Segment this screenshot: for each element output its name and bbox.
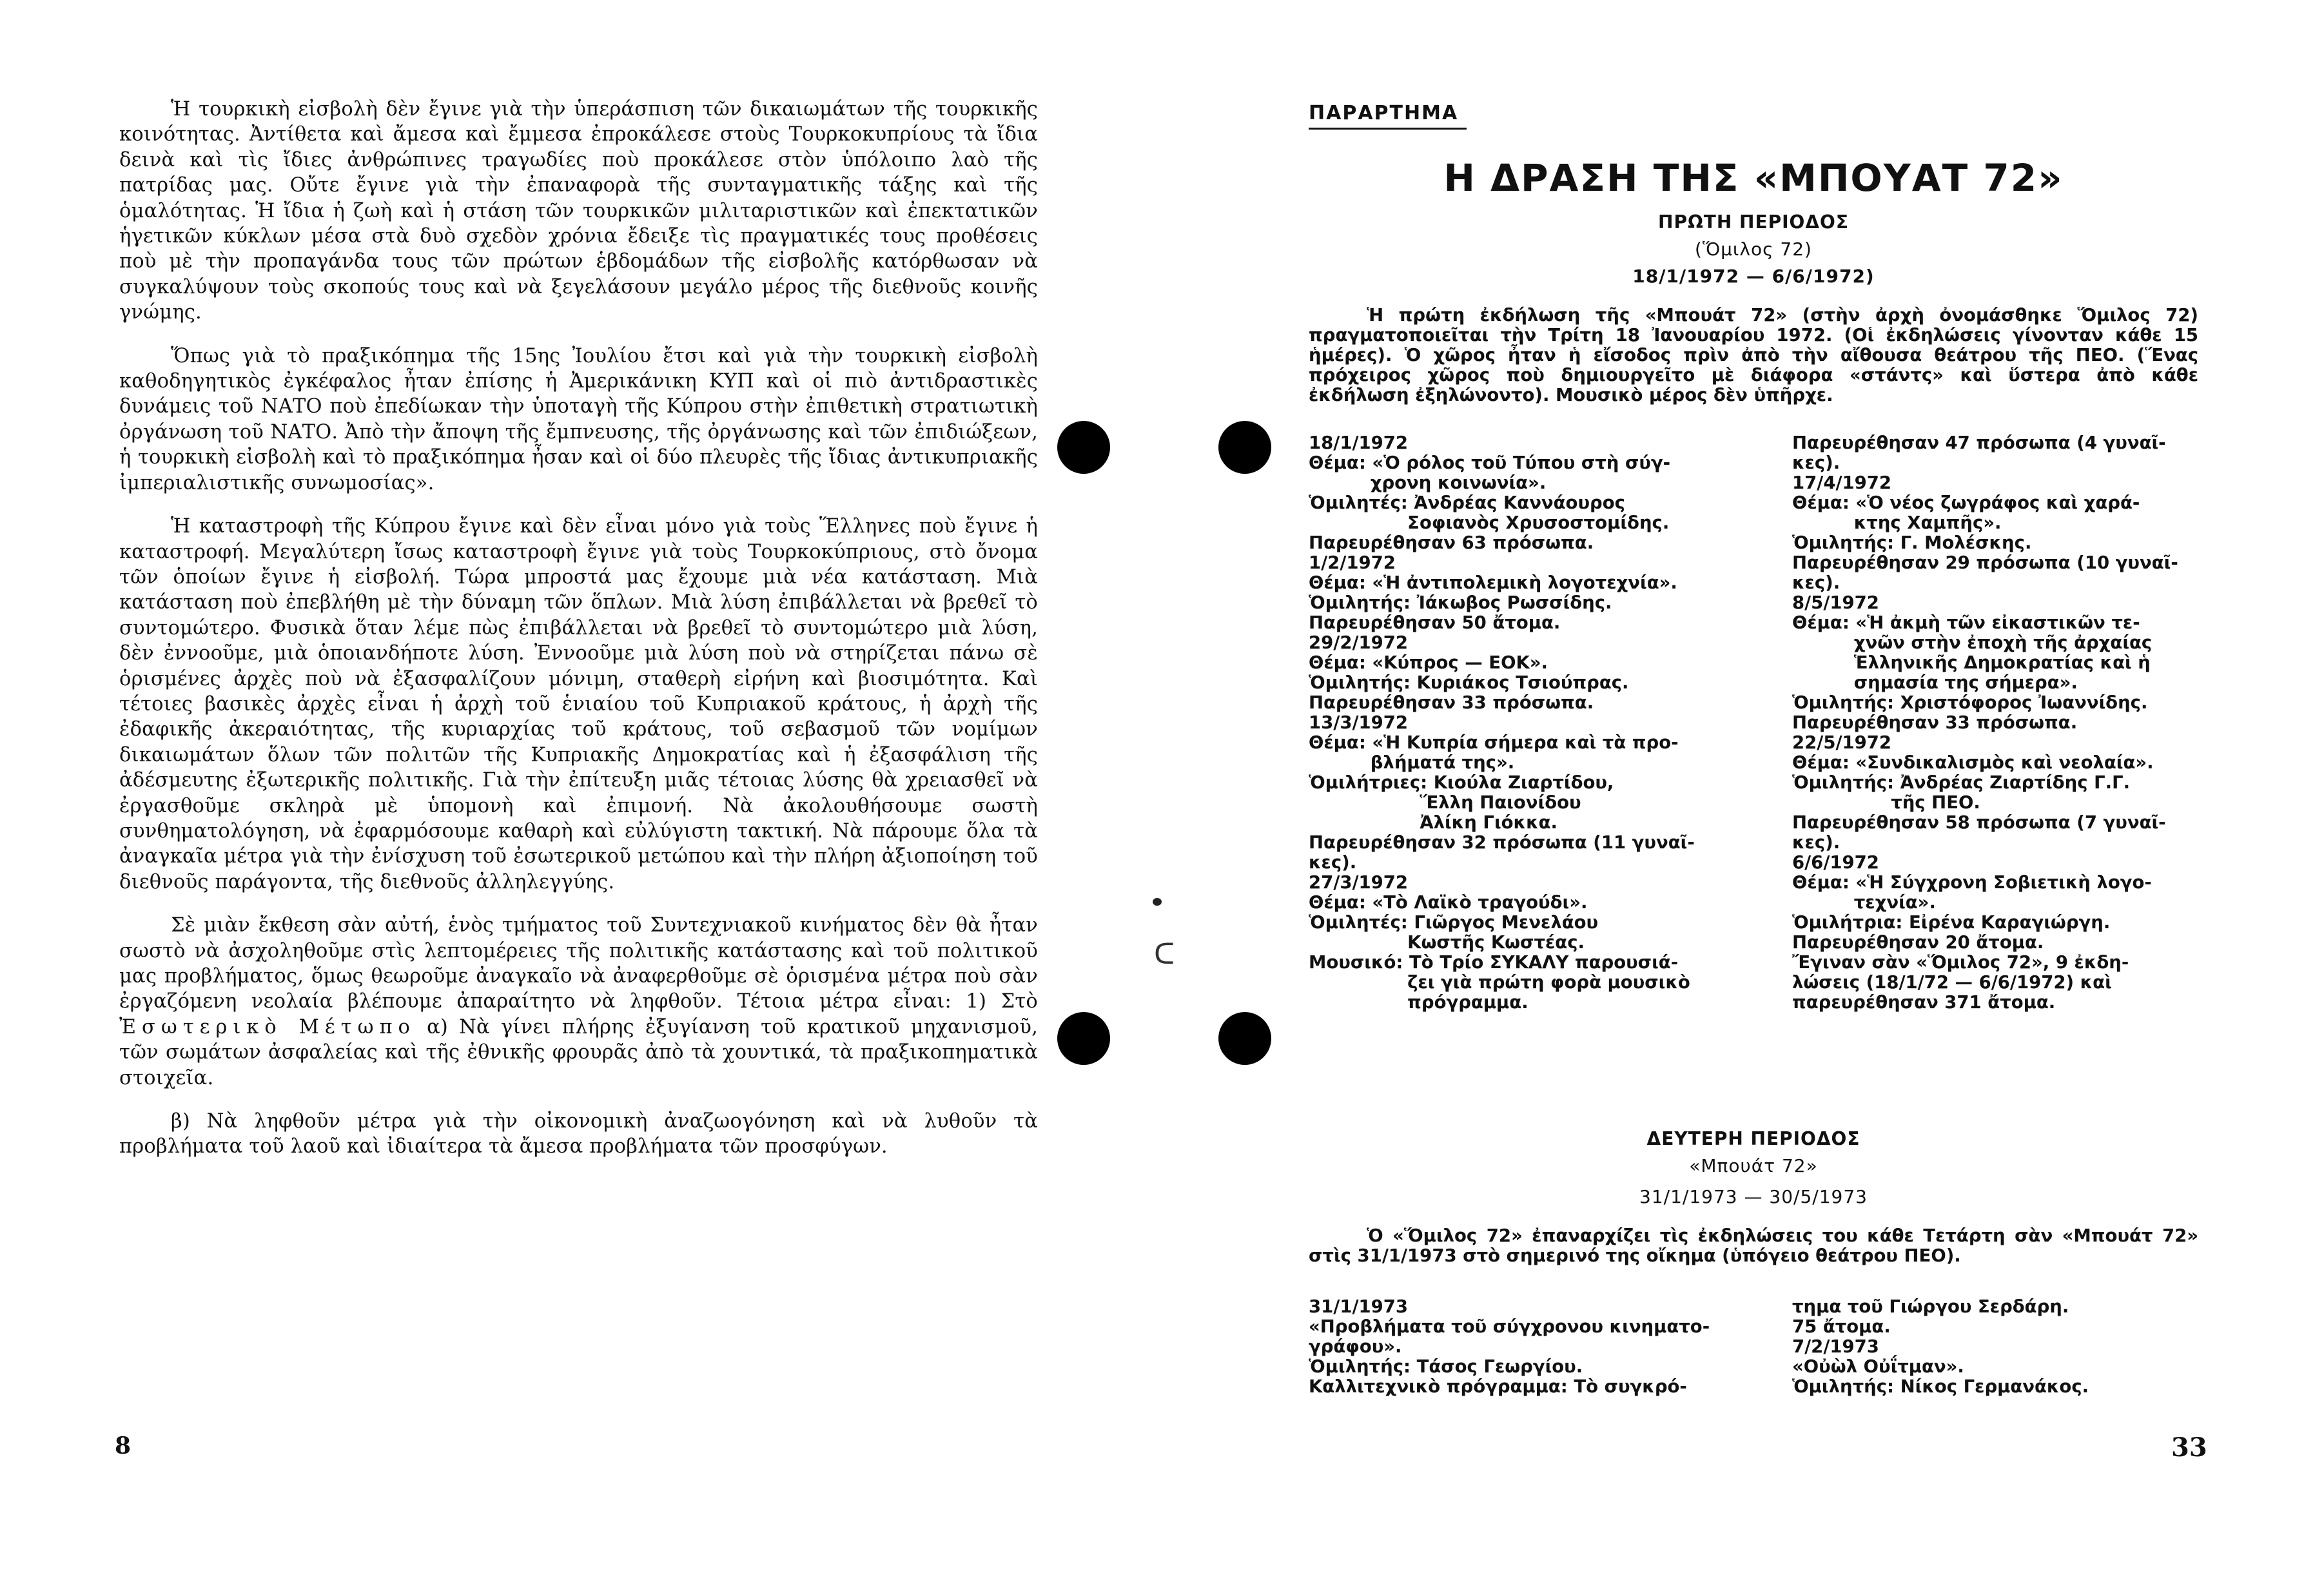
event-line: 27/3/1972 — [1309, 872, 1409, 893]
event-line: «Οὐὼλ Οὐΐτμαν». — [1792, 1356, 1964, 1377]
event-line: Θέμα: «Συνδικαλισμὸς καὶ νεολαία». — [1792, 752, 2154, 773]
event-line: Ὁμιλητές: Γιῶργος Μενελάου — [1309, 912, 1599, 933]
binder-hole-left-bottom — [1057, 1012, 1110, 1065]
paragraph-4-text-end: α) Νὰ γίνει πλήρης ἐξυγίανση τοῦ κρατικοῦ μηχανισμοῦ, τῶν σωμάτων ἀσφαλείας καὶ τῆς ἐθνικῆς φρουρᾶς ἀπὸ τὰ χουντικά, τὰ πραξικοπηματικὰ στοιχεῖα. — [119, 1015, 1038, 1089]
event-line: Παρευρέθησαν 33 πρόσωπα. — [1792, 712, 2078, 733]
binder-hole-left-top — [1057, 421, 1110, 474]
event-line: Θέμα: «Ἡ ἀντιπολεμικὴ λογοτεχνία». — [1309, 572, 1677, 593]
event-line: λώσεις (18/1/72 — 6/6/1972) καὶ — [1792, 972, 2112, 993]
period-1-dates: 18/1/1972 — 6/6/1972) — [1632, 266, 1875, 287]
period-2-dates: 31/1/1973 — 30/5/1973 — [1639, 1186, 1868, 1207]
scan-mark: ᑕ — [1154, 938, 1175, 971]
event-line: τημα τοῦ Γιώργου Σερδάρη. — [1792, 1296, 2069, 1317]
event-line: ζει γιὰ πρώτη φορὰ μουσικὸ — [1309, 972, 1690, 993]
period-1-heading: ΠΡΩΤΗ ΠΕΡΙΟΔΟΣ — [1658, 211, 1849, 233]
event-line: κες). — [1309, 852, 1357, 873]
event-line: 8/5/1972 — [1792, 592, 1879, 613]
binder-hole-right-top — [1218, 421, 1271, 474]
paragraph-2: Ὅπως γιὰ τὸ πραξικόπημα τῆς 15ης Ἰουλίου ἔτσι καὶ γιὰ τὴν τουρκικὴ εἰσβολὴ καθοδηγητικὸς ἐγκέφαλος ἦταν ἐπίσης ἡ Ἀμερικάνικη ΚΥΠ καὶ οἱ πιὸ ἀντιδραστικὲς δυνάμεις τοῦ ΝΑΤΟ ποὺ ἐπεδίωκαν τὴν ὑποταγὴ τῆς Κύπρου στὴν ἐπιθετικὴ στρατιωτικὴ ὀργάνωση τοῦ ΝΑΤΟ. Ἀπὸ τὴν ἄποψη τῆς ἔμπνευσης, τῆς ὀργάνωσης καὶ τῶν ἐπιδιώξεων, ἡ τουρκικὴ εἰσβολὴ καὶ τὸ πραξικόπημα ἦσαν καὶ οἱ δύο πλευρὲς τῆς ἴδιας ἀντικυπριακῆς ἰμπεριαλιστικῆς συνωμοσίας». — [119, 344, 1038, 494]
page-title: Η ΔΡΑΣΗ ΤΗΣ «ΜΠΟΥΑΤ 72» — [1443, 156, 2064, 200]
event-line: χνῶν στὴν ἐποχὴ τῆς ἀρχαίας — [1792, 632, 2153, 653]
event-line: Ὁμιλήτρια: Εἰρένα Καραγιώργη. — [1792, 912, 2111, 933]
event-line: χρονη κοινωνία». — [1309, 473, 1547, 493]
left-page-text — [119, 97, 1038, 1178]
event-line: 31/1/1973 — [1309, 1296, 1409, 1317]
event-line: 1/2/1972 — [1309, 552, 1396, 573]
paragraph-4-spaced-term: Ἐσωτερικὸ Μέτωπο — [119, 1015, 416, 1038]
event-line: 18/1/1972 — [1309, 433, 1409, 453]
event-line: Κωστῆς Κωστέας. — [1309, 932, 1585, 953]
scan-speck — [1153, 898, 1162, 906]
period-2-heading: ΔΕΥΤΕΡΗ ΠΕΡΙΟΔΟΣ — [1646, 1128, 1860, 1149]
event-line: Ὁμιλητής: Νίκος Γερμανάκος. — [1792, 1376, 2089, 1397]
event-line: Θέμα: «Ὁ ρόλος τοῦ Τύπου στὴ σύγ- — [1309, 453, 1671, 473]
period-2-events-left-column — [1309, 1297, 1760, 1397]
event-line: Καλλιτεχνικὸ πρόγραμμα: Τὸ συγκρό- — [1309, 1376, 1687, 1397]
event-line: κες). — [1792, 832, 1841, 853]
right-page-number: 33 — [2171, 1432, 2207, 1463]
paragraph-4 — [119, 913, 1038, 1091]
event-line: τεχνία». — [1792, 892, 1936, 913]
period-1-intro: Ἡ πρώτη ἐκδήλωση τῆς «Μπουάτ 72» (στὴν ἀρχὴ ὀνομάσθηκε Ὅμιλος 72) πραγματοποιεῖται τὴν Τρίτη 18 Ἰανουαρίου 1972. (Οἱ ἐκδηλώσεις γίνονταν κάθε 15 ἡμέρες). Ὁ χῶρος ἦταν ἡ εἴσοδος πρὶν ἀπὸ τὴν αἴθουσα θεάτρου τῆς ΠΕΟ. (Ἕνας πρόχειρος χῶρος ποὺ δημιουργεῖτο μὲ διάφορα «στάντς» καὶ ὕστερα ἀπὸ κάθε ἐκδήλωση ἐξηλώνοντο). Μουσικὸ μέρος δὲν ὑπῆρχε. — [1309, 305, 2198, 405]
event-line: Θέμα: «Τὸ Λαϊκὸ τραγούδι». — [1309, 892, 1588, 913]
period-1-events-left-column — [1309, 433, 1747, 1013]
event-line: κες). — [1792, 453, 1841, 473]
event-line: σημασία της σήμερα». — [1792, 672, 2078, 693]
event-line: Παρευρέθησαν 29 πρόσωπα (10 γυναῖ- — [1792, 552, 2178, 573]
event-line: Ἔγιναν σὰν «Ὅμιλος 72», 9 ἐκδη- — [1792, 952, 2129, 973]
event-line: Μουσικό: Τὸ Τρίο ΣΥΚΑΛΥ παρουσιά- — [1309, 952, 1679, 973]
event-line: Παρευρέθησαν 20 ἄτομα. — [1792, 932, 2044, 953]
event-line: Ἑλληνικῆς Δημοκρατίας καὶ ἡ — [1792, 652, 2151, 673]
event-line: πρόγραμμα. — [1309, 992, 1528, 1013]
event-line: 75 ἄτομα. — [1792, 1316, 1891, 1337]
event-line: Παρευρέθησαν 47 πρόσωπα (4 γυναῖ- — [1792, 433, 2166, 453]
paragraph-1: Ἡ τουρκικὴ εἰσβολὴ δὲν ἔγινε γιὰ τὴν ὑπεράσπιση τῶν δικαιωμάτων τῆς τουρκικῆς κοινότητας. Ἀντίθετα καὶ ἄμεσα καὶ ἔμμεσα ἐπροκάλεσε στοὺς Τουρκοκυπρίους τὰ ἴδια δεινὰ καὶ τὶς ἴδιες ἀνθρώπινες τραγωδίες ποὺ προκάλεσε στὸν ὑπόλοιπο λαὸ τῆς πατρίδας μας. Οὔτε ἔγινε γιὰ τὴν ἐπαναφορὰ τῆς συνταγματικῆς τάξης καὶ τῆς ὁμαλότητας. Ἡ ἴδια ἡ ζωὴ καὶ ἡ στάση τῶν τουρκικῶν μιλιταριστικῶν καὶ ἐπεκτατικῶν ἡγετικῶν κύκλων μέσα στὰ δυὸ σχεδὸν χρόνια ἔδειξε τὶς πραγματικές τους προθέσεις ποὺ μὲ τὴν προπαγάνδα τους τῶν πρώτων ἑβδομάδων τῆς εἰσβολῆς κατόρθωσαν νὰ συγκαλύψουν τοὺς σκοπούς τους καὶ νὰ ξεγελάσουν μεγάλο μέρος τῆς διεθνοῦς κοινῆς γνώμης. — [119, 98, 1038, 324]
event-line: Ὁμιλητής: Ἀνδρέας Ζιαρτίδης Γ.Γ. — [1792, 772, 2131, 793]
period-1-subtitle: (Ὅμιλος 72) — [1695, 239, 1812, 260]
event-line: Θέμα: «Ἡ Σύγχρονη Σοβιετικὴ λογο- — [1792, 872, 2152, 893]
paragraph-5: β) Νὰ ληφθοῦν μέτρα γιὰ τὴν οἰκονομικὴ ἀναζωογόνηση καὶ νὰ λυθοῦν τὰ προβλήματα τοῦ λαοῦ καὶ ἰδιαίτερα τὰ ἄμεσα προβλήματα τῶν προσφύγων. — [119, 1110, 1038, 1158]
appendix-label: ΠΑΡΑΡΤΗΜΑ — [1309, 102, 1459, 124]
period-2-intro: Ὁ «Ὅμιλος 72» ἐπαναρχίζει τὶς ἐκδηλώσεις του κάθε Τετάρτη σὰν «Μπουάτ 72» στὶς 31/1/1973 στὸ σημερινό της οἴκημα (ὑπόγειο θεάτρου ΠΕΟ). — [1309, 1225, 2198, 1266]
event-line: Σοφιανὸς Χρυσοστομίδης. — [1309, 512, 1670, 533]
period-1-events-right-column — [1792, 433, 2205, 1013]
event-line: Ὁμιλητής: Τάσος Γεωργίου. — [1309, 1356, 1583, 1377]
event-line: τῆς ΠΕΟ. — [1792, 792, 1980, 813]
event-line: κτης Χαμπῆς». — [1792, 512, 2002, 533]
event-line: Παρευρέθησαν 58 πρόσωπα (7 γυναῖ- — [1792, 812, 2166, 833]
paragraph-4-text-start: Σὲ μιὰν ἔκθεση σὰν αὐτή, ἑνὸς τμήματος τοῦ Συντεχνιακοῦ κινήματος δὲν θὰ ἦταν σωστὸ νὰ ἀσχοληθοῦμε στὶς λεπτομέρειες τῆς πολιτικῆς κατάστασης καὶ τοῦ πολιτικοῦ μας προβλήματος, ὅμως θεωροῦμε ἀναγκαῖο νὰ ἀναφερθοῦμε σὲ ὁρισμένα μέτρα ποὺ σὰν ἐργαζόμενη νεολαία βλέπουμε ἀπαραίτητο νὰ ληφθοῦν. Τέτοια μέτρα εἶναι: 1) Στὸ — [119, 914, 1038, 1013]
event-line: «Προβλήματα τοῦ σύγχρονου κινηματο- — [1309, 1316, 1710, 1337]
event-line: 13/3/1972 — [1309, 712, 1409, 733]
event-line: 29/2/1972 — [1309, 632, 1409, 653]
appendix-underline — [1309, 128, 1467, 130]
event-line: 7/2/1973 — [1792, 1336, 1879, 1357]
event-line: Παρευρέθησαν 50 ἄτομα. — [1309, 612, 1561, 633]
event-line: Ἀλίκη Γιόκκα. — [1309, 812, 1557, 833]
event-line: Θέμα: «Κύπρος — ΕΟΚ». — [1309, 652, 1548, 673]
event-line: 22/5/1972 — [1792, 732, 1892, 753]
paragraph-3: Ἡ καταστροφὴ τῆς Κύπρου ἔγινε καὶ δὲν εἶναι μόνο γιὰ τοὺς Ἕλληνες ποὺ ἔγινε ἡ καταστροφή. Μεγαλύτερη ἴσως καταστροφὴ ἔγινε γιὰ τοὺς Τουρκοκύπριους, στὸ ὄνομα τῶν ὁποίων ἔγινε ἡ εἰσβολή. Τώρα μπροστά μας ἔχουμε μιὰ νέα κατάσταση. Μιὰ κατάσταση ποὺ ἐπεβλήθη μὲ τὴν δύναμη τῶν ὅπλων. Μιὰ λύση ἐπιβάλλεται νὰ βρεθεῖ τὸ συντομώτερο. Φυσικὰ ὅταν λέμε πὼς ἐπιβάλλεται νὰ βρεθεῖ τὸ συντομώτερο μιὰ λύση, δὲν ἐννοοῦμε, μιὰ ὁποιανδήποτε λύση. Ἐννοοῦμε μιὰ λύση ποὺ νὰ στηρίζεται πάνω σὲ ὁρισμένες ἀρχὲς ποὺ νὰ ἐξασφαλίζουν μόνιμη, σταθερὴ εἰρήνη καὶ βιοσιμότητα. Καὶ τέτοιες βασικὲς ἀρχὲς εἶναι ἡ ἀρχὴ τοῦ ἑνιαίου τοῦ Κυπριακοῦ κράτους, ἡ ἀρχὴ τῆς ἐδαφικῆς ἀκεραιότητας, τῆς κυριαρχίας τοῦ κράτους, τοῦ σεβασμοῦ τῶν νομίμων δικαιωμάτων ὅλων τῶν πολιτῶν τῆς Κυπριακῆς Δημοκρατίας καὶ ἡ ἐξασφάλιση τῆς ἀδέσμευτης ἐξωτερικῆς πολιτικῆς. Γιὰ τὴν ἐπίτευξη μιᾶς τέτοιας λύσης θὰ χρειασθεῖ νὰ ἐργασθοῦμε σκληρὰ μὲ ὑπομονὴ καὶ ἐπιμονή. Νὰ ἀκολουθήσουμε σωστὴ συνθηματολόγηση, νὰ ἐφαρμόσουμε καθαρὴ καὶ εὐλύγιστη τακτική. Νὰ πάρουμε ὅλα τὰ ἀναγκαῖα μέτρα γιὰ τὴν ἐνίσχυση τοῦ ἐσωτερικοῦ μετώπου καὶ τὴν πλήρη ἀξιοποίηση τοῦ διεθνοῦς παράγοντα, τῆς διεθνοῦς ἀλληλεγγύης. — [119, 515, 1038, 893]
event-line: 6/6/1972 — [1792, 852, 1879, 873]
event-line: Θέμα: «Ἡ ἀκμὴ τῶν εἰκαστικῶν τε- — [1792, 612, 2140, 633]
event-line: Ὁμιλητής: Χριστόφορος Ἰωαννίδης. — [1792, 692, 2148, 713]
event-line: κες). — [1792, 572, 1841, 593]
event-line: Θέμα: «Ὁ νέος ζωγράφος καὶ χαρά- — [1792, 492, 2140, 513]
event-line: Παρευρέθησαν 33 πρόσωπα. — [1309, 692, 1594, 713]
event-line: γράφου». — [1309, 1336, 1402, 1357]
event-line: Παρευρέθησαν 63 πρόσωπα. — [1309, 532, 1594, 553]
event-line: 17/4/1972 — [1792, 473, 1892, 493]
event-line: Ὁμιλητές: Ἀνδρέας Καννάουρος — [1309, 492, 1625, 513]
event-line: Θέμα: «Ἡ Κυπρία σήμερα καὶ τὰ προ- — [1309, 732, 1679, 753]
event-line: Ὁμιλητής: Κυριάκος Τσιούπρας. — [1309, 672, 1629, 693]
event-line: Παρευρέθησαν 32 πρόσωπα (11 γυναῖ- — [1309, 832, 1695, 853]
event-line: Ὁμιλητής: Γ. Μολέσκης. — [1792, 532, 2032, 553]
event-line: Ὁμιλήτριες: Κιούλα Ζιαρτίδου, — [1309, 772, 1614, 793]
event-line: Ὁμιλητής: Ἰάκωβος Ρωσσίδης. — [1309, 592, 1612, 613]
period-2-subtitle: «Μπουάτ 72» — [1689, 1155, 1818, 1176]
event-line: Ἕλλη Παιονίδου — [1309, 792, 1581, 813]
binder-hole-right-bottom — [1218, 1012, 1271, 1065]
left-page-number: 8 — [115, 1432, 132, 1459]
event-line: βλήματά της». — [1309, 752, 1515, 773]
period-2-events-right-column — [1792, 1297, 2205, 1397]
event-line: παρευρέθησαν 371 ἄτομα. — [1792, 992, 2056, 1013]
